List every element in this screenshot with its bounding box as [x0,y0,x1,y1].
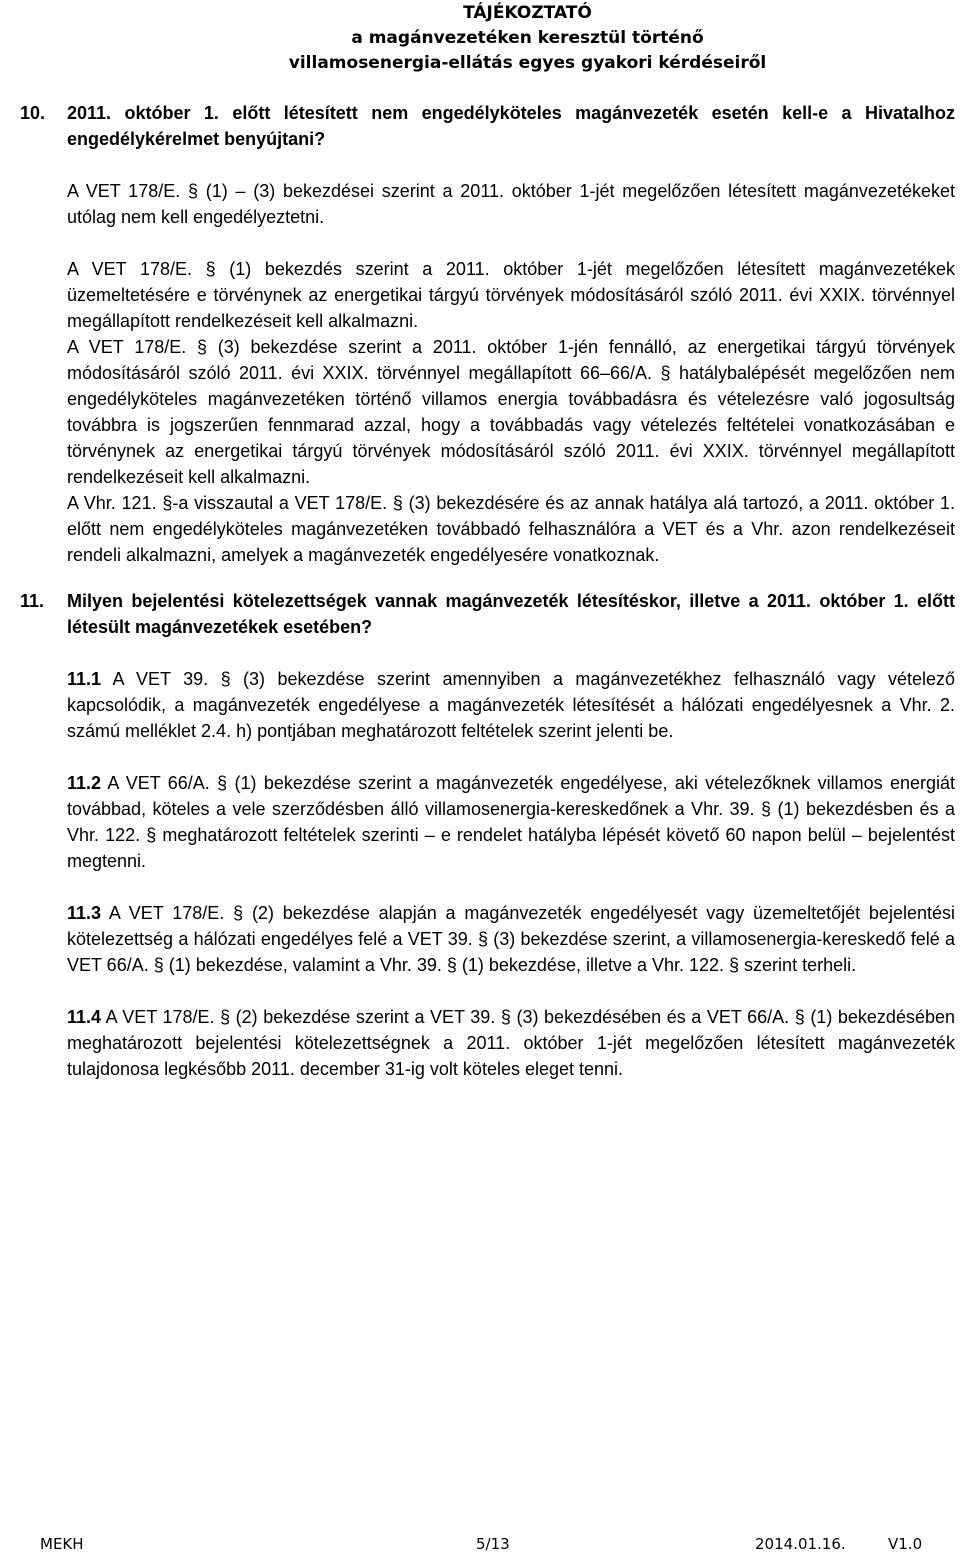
item-number: 11.2 [67,773,102,793]
answer-item [67,770,955,874]
question-text: 2011. október 1. előtt létesített nem engedélyköteles magánvezeték esetén kell-e a Hivatalhoz engedélykérelmet benyújtani? [67,103,955,149]
footer-version: V1.0 [888,1535,923,1553]
spacer [20,744,955,770]
item-text: A VET 66/A. § (1) bekezdése szerint a magánvezeték engedélyese, aki vételezőknek villamos energiát továbbad, köteles a vele szerződésben álló villamosenergia-kereskedőnek a Vhr. 39. § (1) bekezdésben és a Vhr. 122. § meghatározott feltételek szerinti – e rendelet hatályba lépését követő 60 napon belül – bejelentést megtenni. [67,773,955,871]
answer-paragraph: A VET 178/E. § (3) bekezdése szerint a 2011. október 1-jén fennálló, az energetikai tárgyú törvények módosításáról szóló 2011. évi XXIX. törvénnyel megállapított 66–66/A. § hatálybalépését megelőzően nem engedélyköteles magánvezetéken történő villamos energia továbbadásra és vételezésre való jogosultság továbbra is jogszerűen fennmarad azzal, hogy a továbbadás vagy vételezés feltételei vonatkozásában e törvénynek az energetikai tárgyú törvények módosításáról szóló 2011. évi XXIX. törvénnyel megállapított rendelkezéseit kell alkalmazni. [67,337,955,487]
item-text: A VET 178/E. § (2) bekezdése alapján a magánvezeték engedélyesét vagy üzemeltetőjét bejelentési kötelezettség a hálózati engedélyes felé a VET 39. § (3) bekezdése szerint, a villamosenergia-kereskedő felé a VET 66/A. § (1) bekezdése, valamint a Vhr. 39. § (1) bekezdése, illetve a Vhr. 122. § szerint terheli. [67,903,955,975]
question-10 [20,100,955,152]
spacer [20,230,955,256]
spacer [20,978,955,1004]
answer-paragraph: A Vhr. 121. §-a visszautal a VET 178/E. § (3) bekezdésére és az annak hatálya alá tartozó, a 2011. október 1. előtt nem engedélyköteles magánvezetéken továbbadó felhasználóra a VET és a Vhr. azon rendelkezéseit rendeli alkalmazni, amelyek a magánvezeték engedélyesére vonatkoznak. [67,493,955,565]
spacer [20,568,955,588]
item-number: 11.4 [67,1007,102,1027]
item-text: A VET 178/E. § (2) bekezdése szerint a VET 39. § (3) bekezdésében és a VET 66/A. § (1) bekezdésében meghatározott bejelentési kötelezettségnek a 2011. október 1-jét megelőzően létesített magánvezeték tulajdonosa legkésőbb 2011. december 31-ig volt köteles eleget tenni. [67,1007,955,1079]
answer-paragraph: A VET 178/E. § (1) bekezdés szerint a 2011. október 1-jét megelőzően létesített magánvezetékek üzemeltetésére e törvénynek az energetikai tárgyú törvények módosításáról szóló 2011. évi XXIX. törvénnyel megállapított rendelkezéseit kell alkalmazni. [67,259,955,331]
answer-paragraph: A VET 178/E. § (1) – (3) bekezdései szerint a 2011. október 1-jét megelőzően létesített magánvezetékeket utólag nem kell engedélyeztetni. [67,181,955,227]
item-number: 11.3 [67,903,102,923]
question-number: 11. [20,591,45,611]
spacer [20,640,955,666]
footer-page-number: 5/13 [476,1535,510,1553]
question-text: Milyen bejelentési kötelezettségek vannak magánvezeték létesítéskor, illetve a 2011. október 1. előtt létesült magánvezetékek esetében? [67,591,955,637]
footer-org: MEKH [40,1535,84,1553]
item-number: 11.1 [67,669,102,689]
answer-item [67,900,955,978]
answer-item [67,666,955,744]
header-title: TÁJÉKOZTATÓ [463,3,592,23]
spacer [20,152,955,178]
document-header [0,0,960,76]
answer-item [67,1004,955,1082]
header-subtitle-2: villamosenergia-ellátás egyes gyakori kérdéseiről [288,53,767,73]
document-body [20,100,955,1082]
question-11 [20,588,955,640]
footer-date: 2014.01.16. [755,1535,846,1553]
spacer [20,874,955,900]
item-text: A VET 39. § (3) bekezdése szerint amennyiben a magánvezetékhez felhasználó vagy vételező kapcsolódik, a magánvezeték engedélyese a magánvezeték létesítését a hálózati engedélyesnek a Vhr. 2. számú melléklet 2.4. h) pontjában meghatározott feltételek szerint jelenti be. [67,669,955,741]
question-number: 10. [20,103,46,123]
header-subtitle-1: a magánvezetéken keresztül történő [351,28,704,48]
